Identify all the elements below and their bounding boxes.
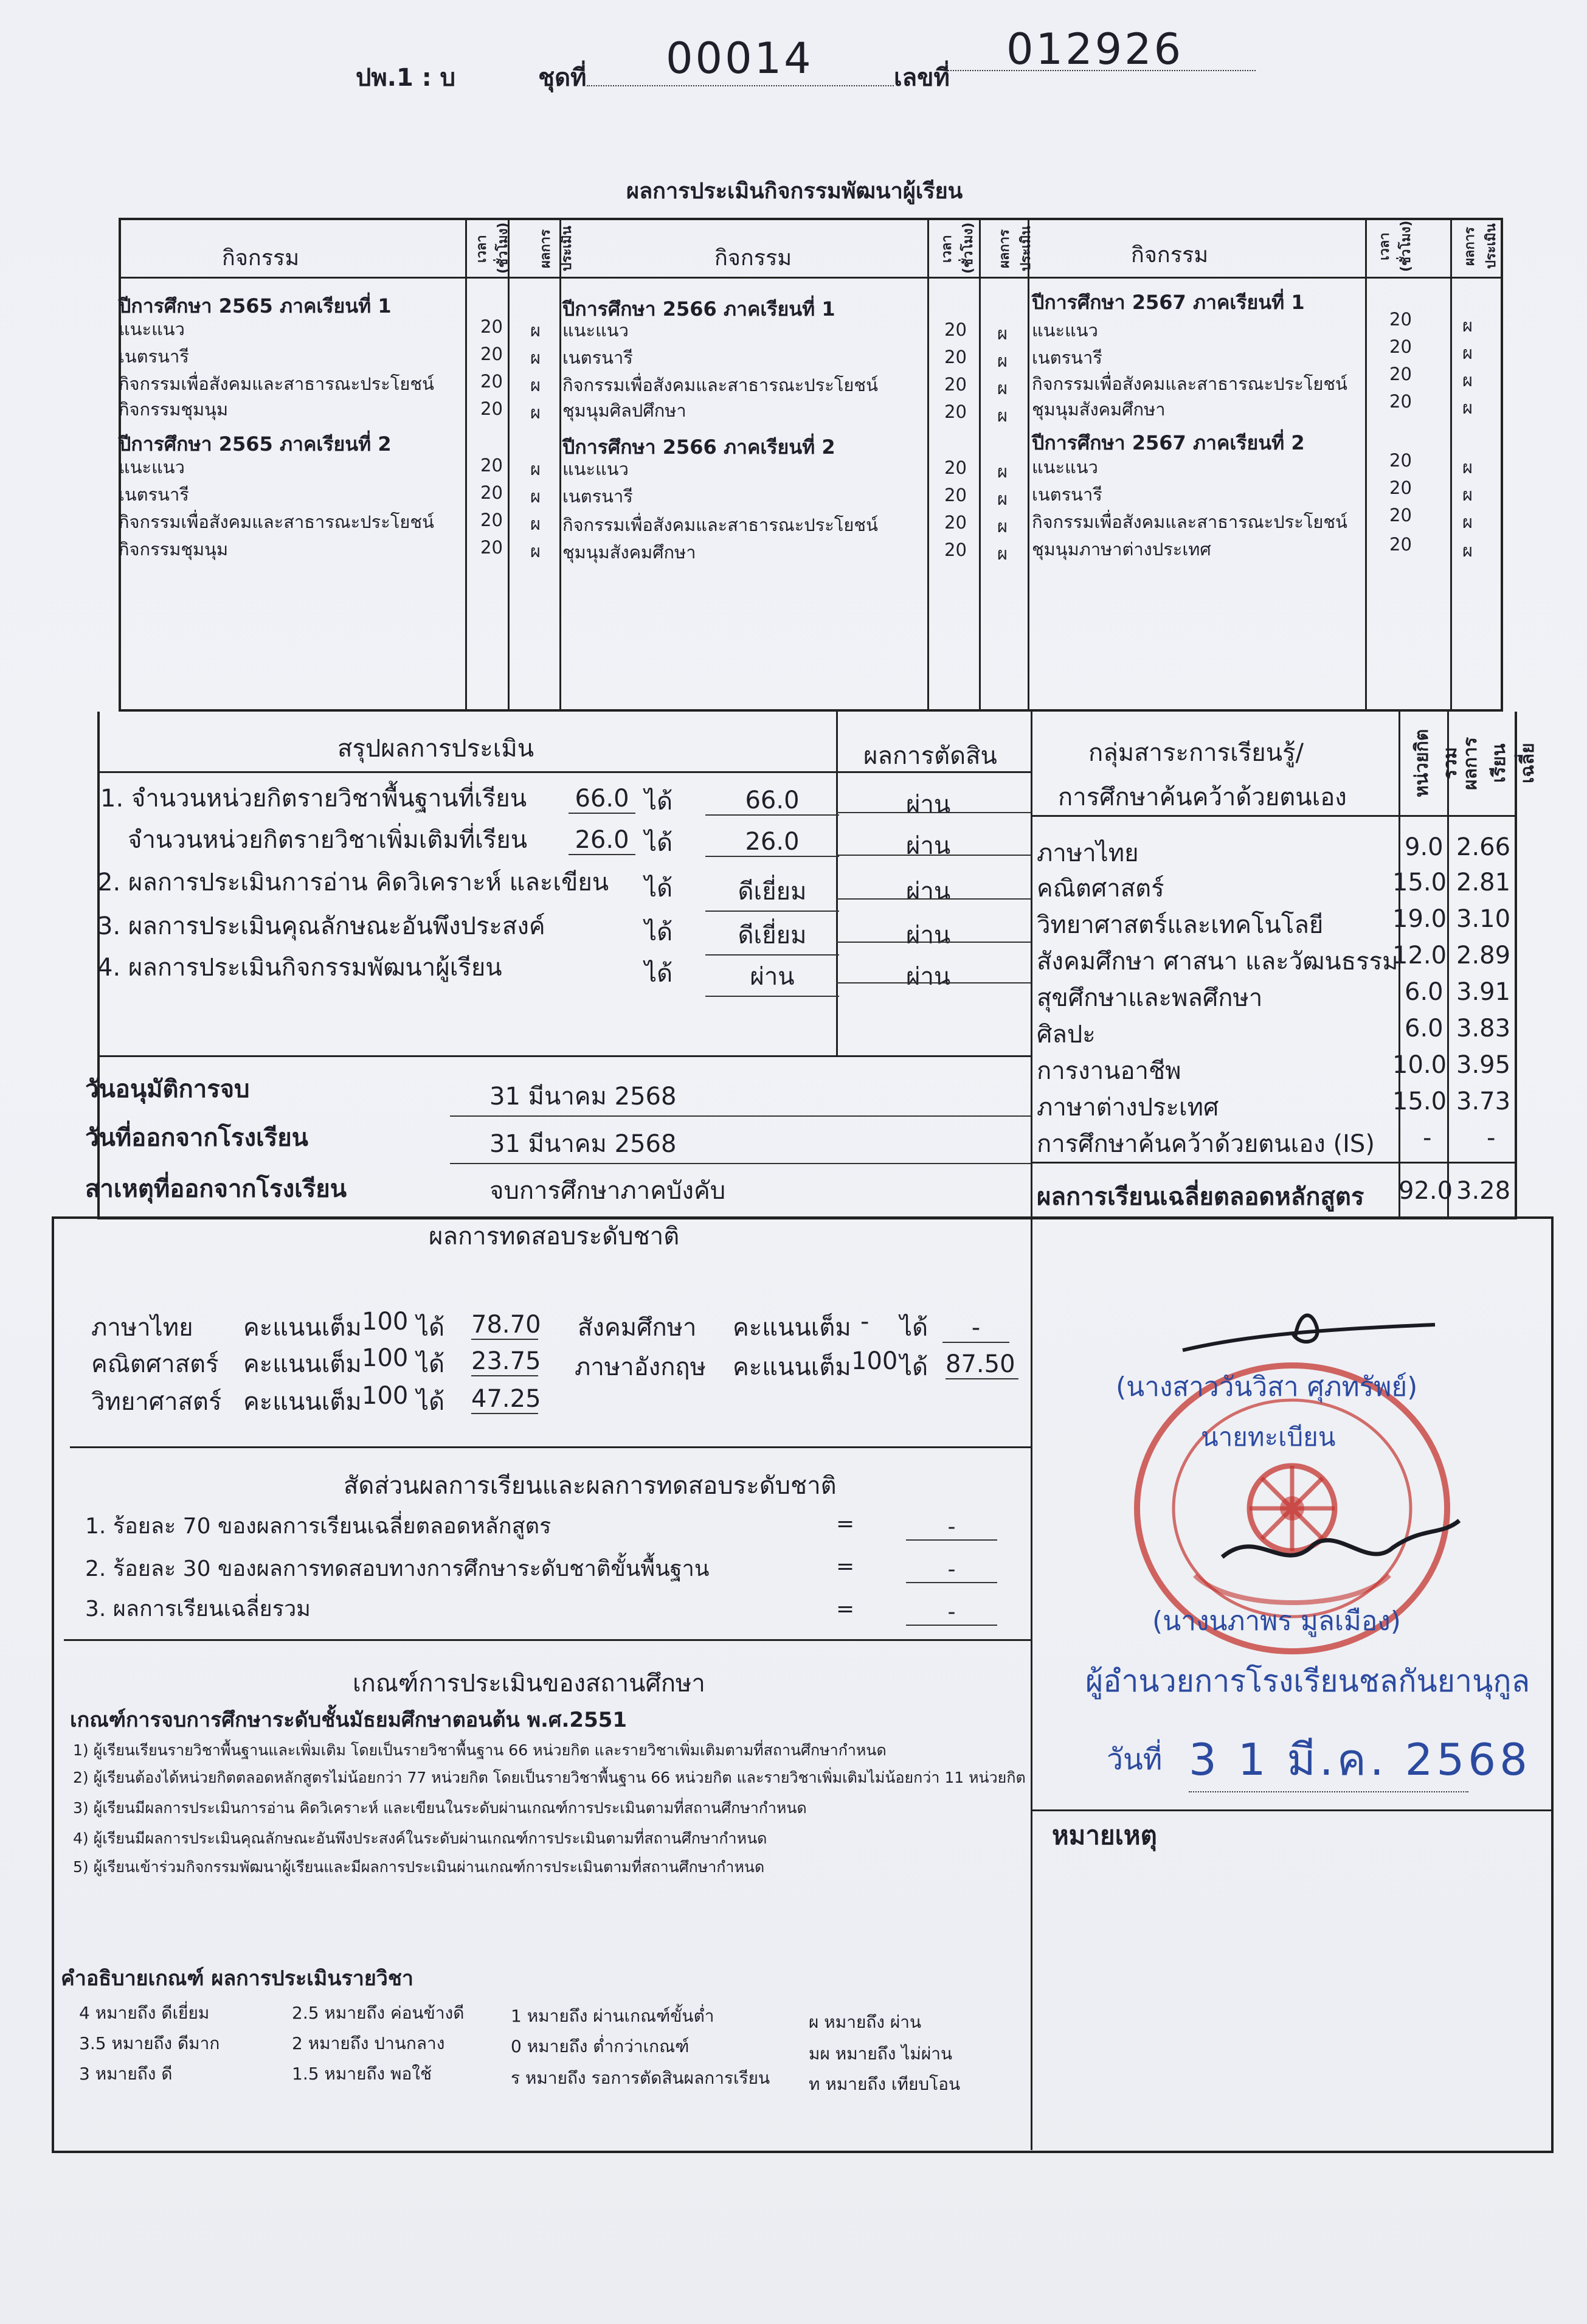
subject-credits: - [1423,1124,1432,1152]
decision-title: ผลการตัดสิน [863,742,997,770]
subject-name: สังคมศึกษา ศาสนา และวัฒนธรรม [1037,948,1399,976]
test-score: 23.75 [471,1347,541,1375]
result-value: ผ [1462,397,1473,418]
col-time-2: เวลา (ชั่วโมง) [939,222,976,274]
summary-item-1: 1. จำนวนหน่วยกิตรายวิชาพื้นฐานที่เรียน [100,785,527,813]
activity-item: กิจกรรมเพื่อสังคมและสาธารณะประโยชน์ [562,515,878,535]
col-activity-1: กิจกรรม [222,246,300,271]
subject-credits: 10.0 [1392,1051,1447,1079]
criteria-item: 1) ผู้เรียนเรียนรายวิชาพื้นฐานและเพิ่มเติม โดยเป็นรายวิชาพื้นฐาน 66 หน่วยกิต และรายวิชาเพิ่มเติมตามที่สถานศึกษากำหนด [73,1741,887,1759]
col-credits: หน่วยกิตรวม [1411,729,1461,798]
legend-item: ร หมายถึง รอการตัดสินผลการเรียน [511,2068,770,2088]
leave-reason: จบการศึกษาภาคบังคับ [489,1177,726,1205]
form-code: ปพ.1 : บ [356,64,456,92]
col-result-1: ผลการประเมิน [538,226,575,272]
legend-item: 4 หมายถึง ดีเยี่ยม [79,2003,210,2023]
test-subject: สังคมศึกษา [578,1314,697,1342]
time-value: 20 [944,485,967,505]
summary-item-1b: จำนวนหน่วยกิตรายวิชาเพิ่มเติมที่เรียน [128,826,528,854]
director-name: (นางนภาพร มูลเมือง) [1152,1606,1401,1637]
gpa-label: ผลการเรียนเฉลี่ยตลอดหลักสูตร [1037,1183,1364,1211]
subject-credits: 6.0 [1405,978,1444,1006]
result-value: ผ [997,378,1008,398]
got-label: ได้ [900,1353,928,1381]
summary-title: สรุปผลการประเมิน [337,735,534,763]
term-heading: ปีการศึกษา 2566 ภาคเรียนที่ 1 [562,297,835,321]
teacher-title: นายทะเบียน [1201,1422,1336,1452]
activity-item: ชุมนุมภาษาต่างประเทศ [1032,539,1211,560]
time-value: 20 [480,510,503,530]
subject-name: ศิลปะ [1037,1021,1096,1049]
summary-decision: ผ่าน [906,791,951,819]
equals: = [836,1511,855,1536]
result-value: ผ [1462,540,1473,561]
summary-required: 26.0 [569,826,635,855]
leave-reason-label: สาเหตุที่ออกจากโรงเรียน [85,1175,347,1203]
subject-grade: 2.66 [1456,833,1511,861]
full-score: 100 [851,1347,898,1375]
summary-earned: ดีเยี่ยม [705,872,839,912]
set-label: ชุดที่ [538,64,587,92]
term-heading: ปีการศึกษา 2566 ภาคเรียนที่ 2 [562,435,835,459]
test-score: - [942,1314,1009,1343]
criteria-item: 2) ผู้เรียนต้องได้หน่วยกิตตลอดหลักสูตรไม่น้อยกว่า 77 หน่วยกิต โดยเป็นรายวิชาพื้นฐาน 66 หน่วยกิต และรายวิชาเพิ่มเติมไม่น้อยกว่า 11 หน่วยกิต [73,1769,1026,1786]
col-result-3: ผลการประเมิน [1462,223,1499,269]
page-title: ผลการประเมินกิจกรรมพัฒนาผู้เรียน [626,179,963,204]
result-value: ผ [997,405,1008,426]
activity-item: เนตรนารี [119,346,189,367]
legend-item: 3 หมายถึง ดี [79,2064,173,2084]
summary-earned: ดีเยี่ยม [705,915,839,956]
time-value: 20 [944,457,967,478]
got-label: ได้ [645,960,673,988]
term-heading: ปีการศึกษา 2565 ภาคเรียนที่ 2 [119,432,392,456]
subject-credits: 15.0 [1392,1087,1447,1115]
activity-item: เนตรนารี [1032,347,1102,368]
test-subject: ภาษาไทย [91,1314,193,1342]
activity-item: ชุมนุมสังคมศึกษา [562,542,696,563]
result-value: ผ [530,347,541,368]
number-label: เลขที่ [894,64,950,92]
set-number: 00014 [666,33,814,83]
full-score: 100 [362,1308,409,1336]
subject-name: สุขศึกษาและพลศึกษา [1037,984,1263,1012]
activity-item: กิจกรรมเพื่อสังคมและสาธารณะประโยชน์ [119,373,434,394]
activity-item: กิจกรรมเพื่อสังคมและสาธารณะประโยชน์ [1032,512,1347,532]
criteria-title: เกณฑ์การประเมินของสถานศึกษา [353,1670,705,1698]
result-value: ผ [1462,512,1473,532]
criteria-subtitle: เกณฑ์การจบการศึกษาระดับชั้นมัธยมศึกษาตอนต้น พ.ศ.2551 [70,1708,628,1732]
leave-date-label: วันที่ออกจากโรงเรียน [85,1124,308,1152]
ratio-value: - [906,1514,997,1541]
full-score-label: คะแนนเต็ม [243,1388,362,1416]
time-value: 20 [1389,534,1412,555]
director-title: ผู้อำนวยการโรงเรียนชลกันยานุกูล [1085,1663,1530,1699]
activity-item: ชุมนุมสังคมศึกษา [1032,399,1166,420]
activity-item: กิจกรรมเพื่อสังคมและสาธารณะประโยชน์ [1032,373,1347,394]
test-score: 87.50 [946,1350,1018,1379]
legend-item: ท หมายถึง เทียบโอน [809,2074,961,2094]
activity-item: เนตรนารี [119,484,189,505]
time-value: 20 [944,374,967,395]
legend-item: 2.5 หมายถึง ค่อนข้างดี [292,2003,465,2023]
subject-credits: 15.0 [1392,869,1447,897]
subject-grade: 3.91 [1456,978,1511,1006]
subject-name: ภาษาไทย [1037,839,1139,867]
activity-item: เนตรนารี [1032,484,1102,505]
subject-credits: 9.0 [1405,833,1444,861]
approval-date-label: วันอนุมัติการจบ [85,1075,250,1103]
result-value: ผ [997,488,1008,509]
result-value: ผ [530,320,541,341]
activity-item: แนะแนว [562,320,629,341]
term-heading: ปีการศึกษา 2565 ภาคเรียนที่ 1 [119,294,392,317]
term-heading: ปีการศึกษา 2567 ภาคเรียนที่ 2 [1032,431,1305,454]
criteria-item: 4) ผู้เรียนมีผลการประเมินคุณลักษณะอันพึงประสงค์ในระดับผ่านเกณฑ์การประเมินตามที่สถานศึกษากำหนด [73,1830,767,1847]
time-value: 20 [1389,505,1412,526]
time-value: 20 [480,455,503,476]
ratio-value: - [906,1557,997,1583]
time-value: 20 [480,344,503,364]
activity-item: แนะแนว [1032,457,1098,477]
subject-credits: 6.0 [1405,1015,1444,1042]
activity-item: กิจกรรมชุมนุม [119,399,229,420]
got-label: ได้ [417,1388,445,1416]
legend-item: 2 หมายถึง ปานกลาง [292,2033,445,2053]
national-test-title: ผลการทดสอบระดับชาติ [429,1223,680,1250]
time-value: 20 [1389,309,1412,330]
summary-required: 66.0 [569,785,635,814]
activity-item: แนะแนว [1032,320,1098,341]
legend-item: 0 หมายถึง ต่ำกว่าเกณฑ์ [511,2036,690,2056]
subject-grade: 3.83 [1456,1015,1511,1042]
subject-grade: 3.95 [1456,1051,1511,1079]
result-value: ผ [530,513,541,534]
result-value: ผ [1462,370,1473,390]
time-value: 20 [944,512,967,533]
result-value: ผ [530,459,541,479]
ratio-item: 3. ผลการเรียนเฉลี่ยรวม [85,1597,311,1622]
activity-item: แนะแนว [119,319,185,339]
got-label: ได้ [645,918,673,946]
time-value: 20 [1389,391,1412,412]
result-value: ผ [530,486,541,507]
result-value: ผ [997,516,1008,536]
time-value: 20 [944,539,967,560]
col-time-1: เวลา (ชั่วโมง) [474,222,511,274]
time-value: 20 [944,401,967,422]
summary-decision: ผ่าน [906,878,951,906]
subject-grade: 2.89 [1456,942,1511,969]
activity-item: เนตรนารี [562,486,633,507]
full-score: 100 [362,1344,409,1372]
summary-decision: ผ่าน [906,832,951,860]
subject-name: การศึกษาค้นคว้าด้วยตนเอง (IS) [1037,1130,1375,1158]
col-activity-3: กิจกรรม [1131,243,1209,268]
summary-earned: ผ่าน [705,957,839,997]
time-value: 20 [480,398,503,419]
time-value: 20 [1389,477,1412,498]
legend-item: 1 หมายถึง ผ่านเกณฑ์ขั้นต่ำ [511,2006,714,2026]
summary-item-2: 2. ผลการประเมินการอ่าน คิดวิเคราะห์ และเขียน [97,869,609,897]
got-label: ได้ [417,1350,445,1378]
legend-item: 3.5 หมายถึง ดีมาก [79,2033,220,2053]
col-grade: ผลการเรียนเฉลี่ย [1460,737,1538,790]
result-value: ผ [530,402,541,423]
subject-name: การงานอาชีพ [1037,1057,1181,1085]
time-value: 20 [1389,364,1412,384]
got-label: ได้ [645,875,673,903]
ratio-item: 1. ร้อยละ 70 ของผลการเรียนเฉลี่ยตลอดหลักสูตร [85,1514,551,1539]
activity-item: เนตรนารี [562,347,633,368]
signature-2 [1210,1502,1465,1581]
result-value: ผ [1462,315,1473,336]
got-label: ได้ [645,788,673,816]
subject-credits: 12.0 [1392,942,1447,969]
subject-grade: 3.73 [1456,1087,1511,1115]
ratio-title: สัดส่วนผลการเรียนและผลการทดสอบระดับชาติ [344,1472,837,1500]
groups-title-2: การศึกษาค้นคว้าด้วยตนเอง [1058,783,1347,811]
ratio-value: - [906,1600,997,1626]
result-value: ผ [1462,484,1473,505]
criteria-item: 5) ผู้เรียนเข้าร่วมกิจกรรมพัฒนาผู้เรียนและมีผลการประเมินผ่านเกณฑ์การประเมินตามที่สถานศึกษากำหนด [73,1858,765,1876]
subject-grade: 2.81 [1456,869,1511,897]
got-label: ได้ [417,1314,445,1342]
activity-item: กิจกรรมเพื่อสังคมและสาธารณะประโยชน์ [119,512,434,532]
leave-date: 31 มีนาคม 2568 [450,1124,1031,1164]
col-time-3: เวลา (ชั่วโมง) [1377,220,1414,272]
ratio-item: 2. ร้อยละ 30 ของผลการทดสอบทางการศึกษาระดับชาติขั้นพื้นฐาน [85,1556,710,1581]
subject-grade: 3.10 [1456,905,1511,933]
term-heading: ปีการศึกษา 2567 ภาคเรียนที่ 1 [1032,291,1305,314]
activity-item: แนะแนว [562,459,629,479]
result-value: ผ [997,350,1008,371]
got-label: ได้ [900,1314,928,1342]
groups-title: กลุ่มสาระการเรียนรู้/ [1088,739,1304,767]
full-score-label: คะแนนเต็ม [733,1314,851,1342]
full-score: - [860,1308,870,1336]
activity-item: แนะแนว [119,457,185,477]
legend-item: 1.5 หมายถึง พอใช้ [292,2064,432,2084]
test-subject: วิทยาศาสตร์ [91,1388,222,1416]
full-score-label: คะแนนเต็ม [733,1353,851,1381]
time-value: 20 [480,371,503,392]
test-score: 78.70 [471,1311,541,1339]
full-score-label: คะแนนเต็ม [243,1350,362,1378]
got-label: ได้ [645,829,673,857]
summary-item-3: 3. ผลการประเมินคุณลักษณะอันพึงประสงค์ [97,912,545,940]
col-activity-2: กิจกรรม [714,246,792,271]
document-number: 012926 [1006,24,1184,74]
result-value: ผ [997,543,1008,564]
time-value: 20 [944,347,967,367]
summary-decision: ผ่าน [906,963,951,991]
result-value: ผ [1462,342,1473,363]
activity-item: กิจกรรมชุมนุม [119,539,229,560]
equals: = [836,1597,855,1622]
summary-earned: 66.0 [705,786,839,816]
equals: = [836,1554,855,1579]
time-value: 20 [480,537,503,558]
gpa-credits: 92.0 [1399,1177,1453,1205]
activity-item: กิจกรรมเพื่อสังคมและสาธารณะประโยชน์ [562,375,878,395]
remarks-label: หมายเหตุ [1052,1820,1157,1850]
gpa-value: 3.28 [1456,1177,1511,1205]
approval-date: 31 มีนาคม 2568 [450,1077,1031,1117]
sign-date: 3 1 มี.ค. 2568 [1189,1734,1531,1785]
time-value: 20 [944,319,967,340]
legend-item: มผ หมายถึง ไม่ผ่าน [809,2044,953,2064]
date-label: วันที่ [1107,1743,1163,1777]
activity-item: ชุมนุมศิลปศึกษา [562,400,686,421]
legend-item: ผ หมายถึง ผ่าน [809,2012,922,2032]
summary-item-4: 4. ผลการประเมินกิจกรรมพัฒนาผู้เรียน [97,954,502,982]
result-value: ผ [997,323,1008,344]
result-value: ผ [530,375,541,395]
time-value: 20 [1389,336,1412,357]
subject-name: คณิตศาสตร์ [1037,875,1164,903]
subject-name: วิทยาศาสตร์และเทคโนโลยี [1037,911,1324,939]
result-value: ผ [997,461,1008,482]
time-value: 20 [480,316,503,337]
time-value: 20 [480,482,503,503]
test-subject: ภาษาอังกฤษ [575,1353,707,1381]
full-score-label: คะแนนเต็ม [243,1314,362,1342]
result-value: ผ [530,541,541,561]
test-subject: คณิตศาสตร์ [91,1350,219,1378]
subject-credits: 19.0 [1392,905,1447,933]
full-score: 100 [362,1382,409,1410]
summary-earned: 26.0 [705,828,839,857]
summary-decision: ผ่าน [906,921,951,949]
time-value: 20 [1389,450,1412,471]
subject-grade: - [1487,1124,1496,1152]
legend-title: คำอธิบายเกณฑ์ ผลการประเมินรายวิชา [61,1966,414,1991]
col-result-2: ผลการประเมิน [997,226,1034,272]
result-value: ผ [1462,457,1473,477]
criteria-item: 3) ผู้เรียนมีผลการประเมินการอ่าน คิดวิเคราะห์ และเขียนในระดับผ่านเกณฑ์การประเมินตามที่สถานศึกษากำหนด [73,1799,807,1817]
subject-name: ภาษาต่างประเทศ [1037,1094,1219,1122]
teacher-name: (นางสาววันวิสา ศุภทรัพย์) [1116,1372,1418,1403]
test-score: 47.25 [471,1385,541,1413]
